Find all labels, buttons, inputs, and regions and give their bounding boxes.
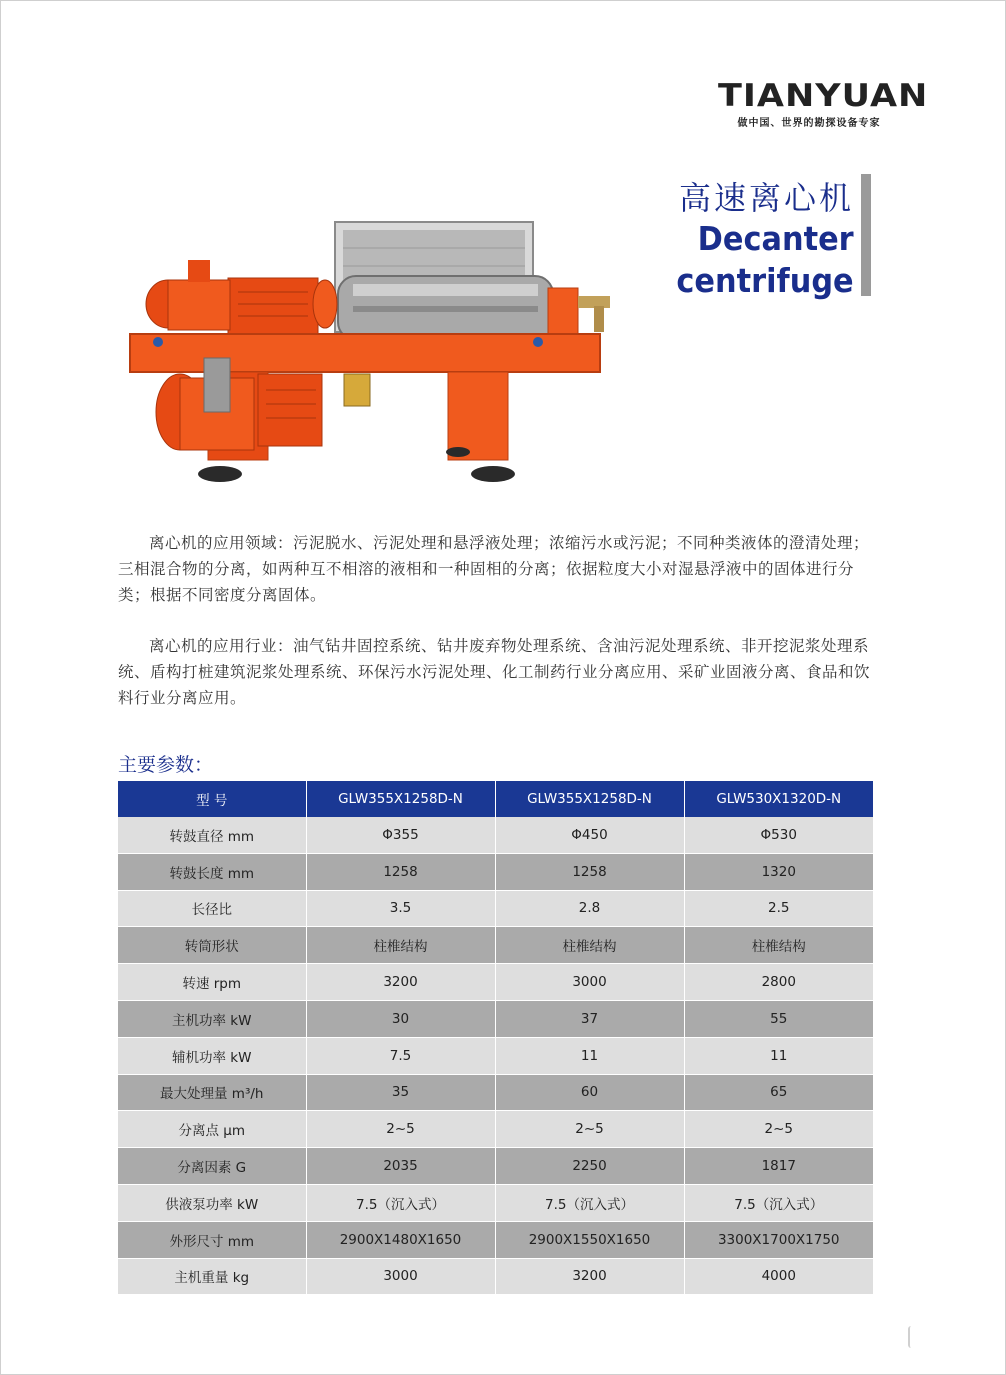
table-row (118, 1037, 873, 1074)
table-cell: 1817 (684, 1148, 873, 1185)
table-cell: Φ450 (495, 817, 684, 853)
title-accent-bar (861, 174, 871, 296)
table-cell: 1258 (306, 853, 495, 890)
table-cell: 7.5（沉入式） (495, 1184, 684, 1221)
table-row (118, 927, 873, 964)
main-parameters-heading: 主要参数： (118, 754, 214, 776)
table-cell: 3300X1700X1750 (684, 1221, 873, 1258)
header-cell: GLW530X1320D-N (684, 781, 873, 817)
table-cell: 7.5（沉入式） (684, 1184, 873, 1221)
table-cell: 供液泵功率 kW (118, 1184, 306, 1221)
table-header-row (118, 781, 873, 817)
product-title (661, 178, 854, 302)
table-row (118, 1000, 873, 1037)
header-cell: 型 号 (118, 781, 306, 817)
table-row (118, 1258, 873, 1295)
table-cell: 转筒形状 (118, 927, 306, 964)
table-cell: 2250 (495, 1148, 684, 1185)
table-cell: 2800 (684, 964, 873, 1001)
table-cell: 分离因素 G (118, 1148, 306, 1185)
table-cell: 2035 (306, 1148, 495, 1185)
table-cell: 2900X1480X1650 (306, 1221, 495, 1258)
table-cell: 30 (306, 1000, 495, 1037)
title-english-line1: Decanter (698, 219, 854, 258)
application-fields-paragraph: 离心机的应用领域：污泥脱水、污泥处理和悬浮液处理；浓缩污水或污泥；不同种类液体的澄清处理；三相混合物的分离，如两种互不相溶的液相和一种固相的分离；依据粒度大小对湿悬浮液中的固体进行分类；根据不同密度分离固体。 (118, 534, 870, 604)
table-cell: 3.5 (306, 890, 495, 927)
table-cell: 2~5 (306, 1111, 495, 1148)
brand-logo (718, 76, 929, 129)
table-cell: Φ355 (306, 817, 495, 853)
table-cell: 分离点 μm (118, 1111, 306, 1148)
table-cell: 柱椎结构 (684, 927, 873, 964)
table-row (118, 853, 873, 890)
table-cell: 35 (306, 1074, 495, 1111)
table-row (118, 1184, 873, 1221)
logo-slogan: 做中国、世界的勘探设备专家 (737, 118, 881, 129)
decanter-centrifuge-photo (128, 218, 628, 490)
table-cell: 柱椎结构 (495, 927, 684, 964)
table-cell: 55 (684, 1000, 873, 1037)
table-cell: 外形尺寸 mm (118, 1221, 306, 1258)
table-cell: 2.5 (684, 890, 873, 927)
table-cell: 4000 (684, 1258, 873, 1295)
table-cell: 7.5（沉入式） (306, 1184, 495, 1221)
table-cell: 3200 (495, 1258, 684, 1295)
table-cell: 2~5 (495, 1111, 684, 1148)
table-cell: 2.8 (495, 890, 684, 927)
table-cell: Φ530 (684, 817, 873, 853)
table-cell: 2~5 (684, 1111, 873, 1148)
table-cell: 65 (684, 1074, 873, 1111)
table-cell: 柱椎结构 (306, 927, 495, 964)
header-cell: GLW355X1258D-N (495, 781, 684, 817)
table-cell: 1258 (495, 853, 684, 890)
logo-text: TIANYUAN (718, 78, 929, 114)
table-cell: 60 (495, 1074, 684, 1111)
table-row (118, 1148, 873, 1185)
table-cell: 3200 (306, 964, 495, 1001)
table-row (118, 890, 873, 927)
table-cell: 转速 rpm (118, 964, 306, 1001)
table-row (118, 817, 873, 853)
table-cell: 长径比 (118, 890, 306, 927)
table-cell: 7.5 (306, 1037, 495, 1074)
table-cell: 1320 (684, 853, 873, 890)
header-cell: GLW355X1258D-N (306, 781, 495, 817)
table-cell: 主机重量 kg (118, 1258, 306, 1295)
table-cell: 11 (495, 1037, 684, 1074)
page-corner-mark (908, 1326, 914, 1348)
table-cell: 11 (684, 1037, 873, 1074)
table-cell: 最大处理量 m³/h (118, 1074, 306, 1111)
table-row (118, 1111, 873, 1148)
table-cell: 3000 (306, 1258, 495, 1295)
table-cell: 转鼓长度 mm (118, 853, 306, 890)
application-industries-paragraph: 离心机的应用行业：油气钻井固控系统、钻井废弃物处理系统、含油污泥处理系统、非开挖泥浆处理系统、盾构打桩建筑泥浆处理系统、环保污水污泥处理、化工制药行业分离应用、采矿业固液分离、食品和饮料行业分离应用。 (118, 637, 871, 707)
title-chinese: 高速离心机 (678, 179, 854, 217)
table-row (118, 1221, 873, 1258)
table-cell: 37 (495, 1000, 684, 1037)
table-cell: 辅机功率 kW (118, 1037, 306, 1074)
table-row (118, 1074, 873, 1111)
table-row (118, 964, 873, 1001)
table-cell: 2900X1550X1650 (495, 1221, 684, 1258)
table-cell: 转鼓直径 mm (118, 817, 306, 853)
title-english-line2: centrifuge (676, 261, 854, 300)
table-cell: 主机功率 kW (118, 1000, 306, 1037)
table-cell: 3000 (495, 964, 684, 1001)
specifications-table (118, 781, 873, 1295)
